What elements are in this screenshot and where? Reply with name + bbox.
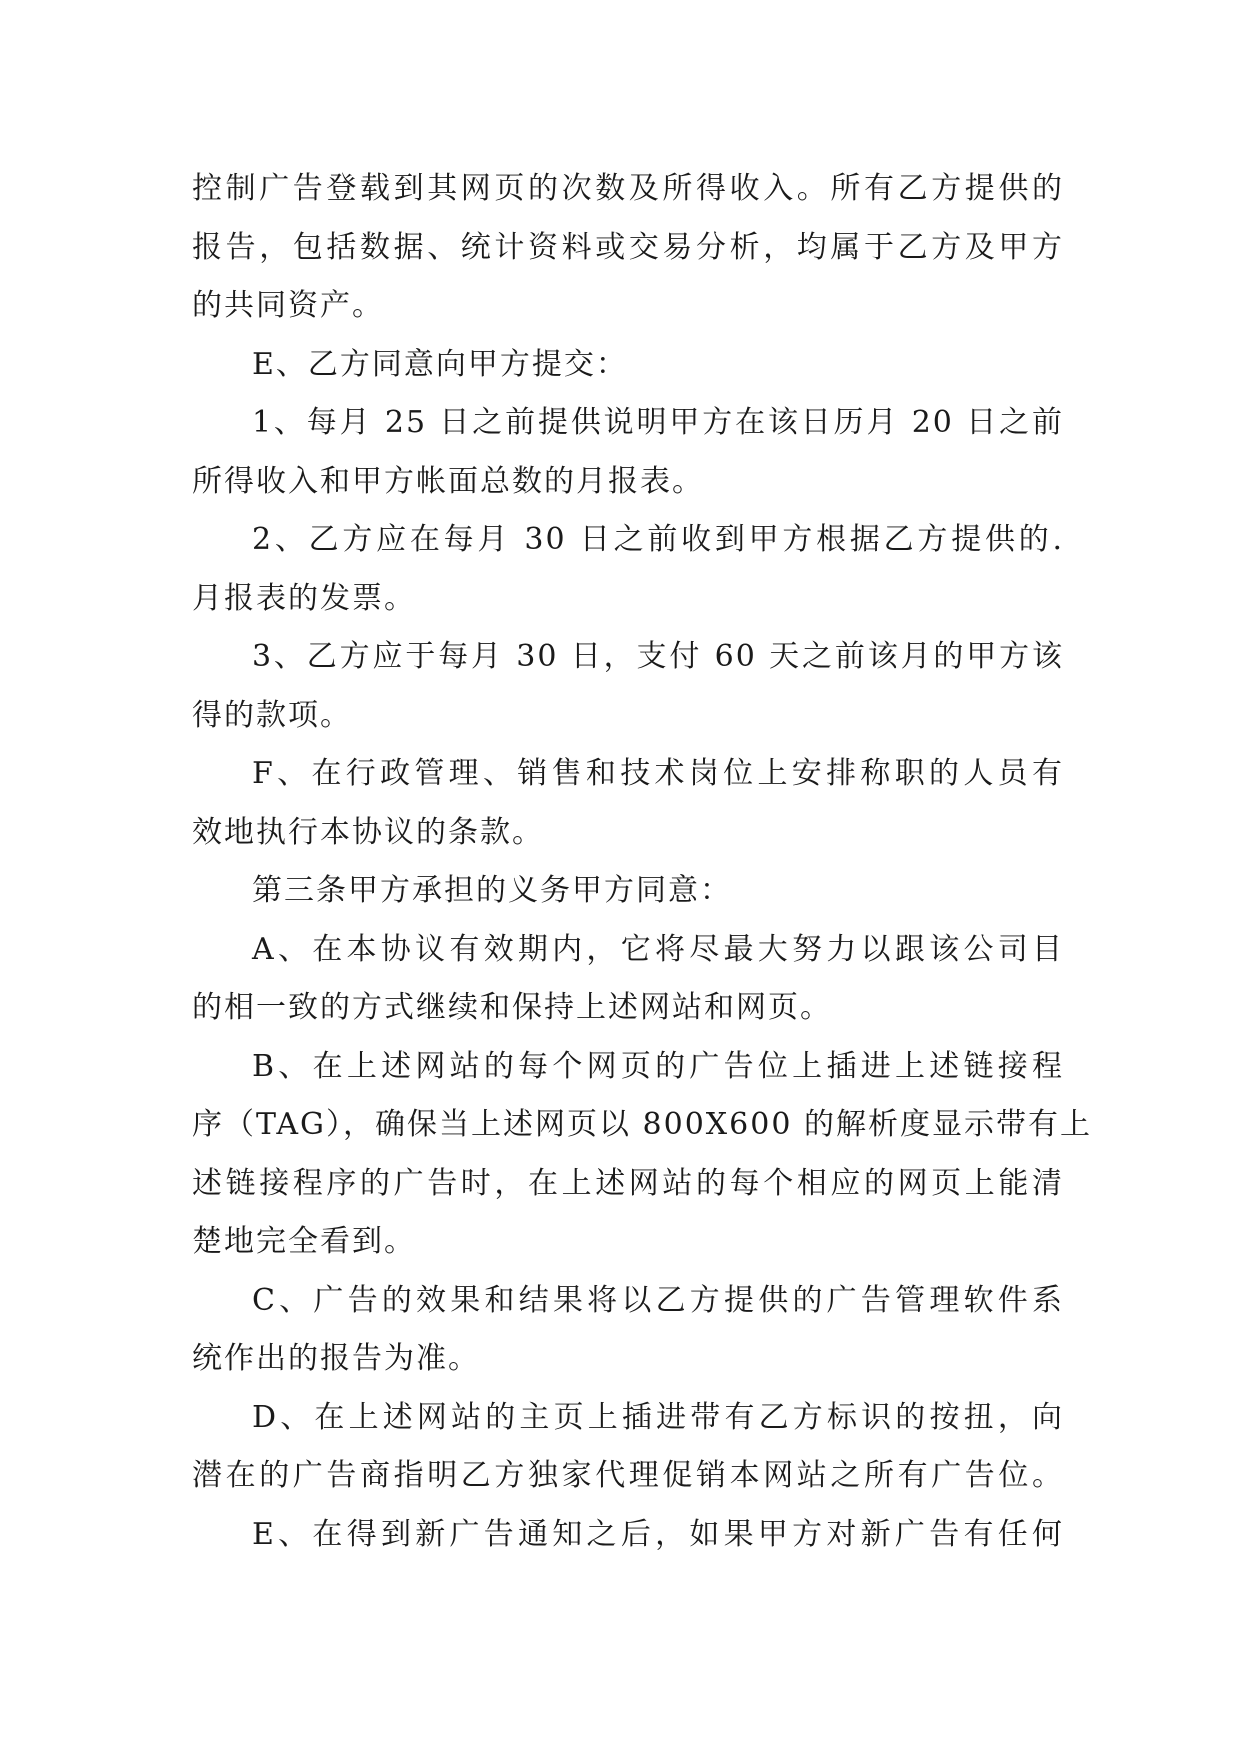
text-line: F、在行政管理、销售和技术岗位上安排称职的人员有 [252, 756, 1064, 791]
text-line: 1、每月 25 日之前提供说明甲方在该日历月 20 日之前 [252, 405, 1064, 440]
text-line: 的相一致的方式继续和保持上述网站和网页。 [192, 990, 832, 1025]
text-line: 序（TAG），确保当上述网页以 800X600 的解析度显示带有上 [192, 1107, 1092, 1142]
text-line: 楚地完全看到。 [192, 1224, 416, 1259]
text-line: 2、乙方应在每月 30 日之前收到甲方根据乙方提供的. [252, 522, 1064, 557]
text-line: E、乙方同意向甲方提交： [252, 346, 628, 382]
text-line: 得的款项。 [192, 697, 352, 733]
text-line: B、在上述网站的每个网页的广告位上插进上述链接程 [252, 1048, 1064, 1084]
text-line: 月报表的发票。 [192, 580, 416, 616]
text-line: 潜在的广告商指明乙方独家代理促销本网站之所有广告位。 [192, 1458, 1064, 1493]
text-line: A、在本协议有效期内，它将尽最大努力以跟该公司目 [252, 931, 1064, 967]
text-line: 第三条甲方承担的义务甲方同意： [252, 873, 732, 908]
text-line: C、广告的效果和结果将以乙方提供的广告管理软件系 [252, 1282, 1064, 1318]
text-line: 述链接程序的广告时，在上述网站的每个相应的网页上能清 [192, 1165, 1064, 1201]
text-line: 所得收入和甲方帐面总数的月报表。 [192, 463, 704, 499]
document-body [192, 160, 1092, 1564]
text-line: D、在上述网站的主页上插进带有乙方标识的按扭，向 [252, 1399, 1064, 1435]
text-line: 的共同资产。 [192, 288, 384, 323]
text-line: 3、乙方应于每月 30 日，支付 60 天之前该月的甲方该 [252, 639, 1064, 674]
text-line: 报告，包括数据、统计资料或交易分析，均属于乙方及甲方 [192, 229, 1064, 265]
text-line: 统作出的报告为准。 [192, 1341, 480, 1376]
text-line: 效地执行本协议的条款。 [192, 814, 544, 850]
text-line: E、在得到新广告通知之后，如果甲方对新广告有任何 [252, 1516, 1064, 1552]
text-line: 控制广告登载到其网页的次数及所得收入。所有乙方提供的 [192, 171, 1064, 206]
